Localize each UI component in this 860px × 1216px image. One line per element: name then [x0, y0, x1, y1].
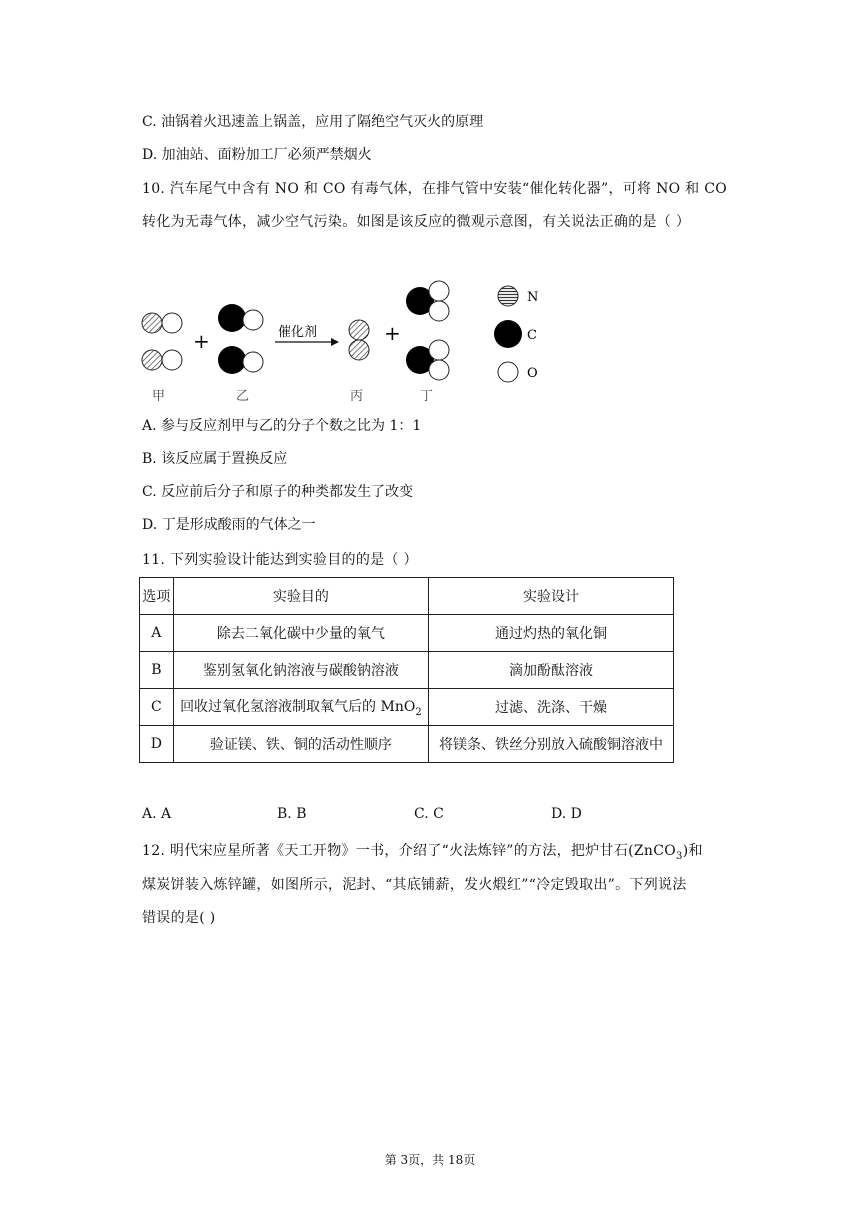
molecule-yi-2 [218, 346, 263, 374]
row-design: 滴加酚酞溶液 [429, 652, 674, 689]
table-header-row [140, 578, 674, 615]
q10-option-d: D. 丁是形成酸雨的气体之一 [142, 517, 316, 533]
row-option: C [140, 689, 174, 726]
row-design: 将镁条、铁丝分别放入硫酸铜溶液中 [429, 726, 674, 763]
q11-choice-a: A. A [142, 806, 172, 822]
q9-option-d: D. 加油站、面粉加工厂必须严禁烟火 [142, 147, 372, 163]
q10-option-c: C. 反应前后分子和原子的种类都发生了改变 [142, 484, 414, 500]
label-jia: 甲 [152, 389, 166, 404]
legend-nitrogen [498, 286, 538, 306]
q9-option-c: C. 油锅着火迅速盖上锅盖，应用了隔绝空气灭火的原理 [142, 114, 484, 130]
legend-label-o: O [527, 366, 538, 381]
table-row [140, 615, 674, 652]
molecule-jia-1 [142, 313, 182, 333]
q11-choice-d: D. D [551, 806, 582, 822]
legend-oxygen [498, 362, 538, 382]
q10-option-a: A. 参与反应剂甲与乙的分子个数之比为 1：1 [142, 418, 422, 434]
header-design: 实验设计 [429, 578, 674, 615]
q11-choice-c: C. C [414, 806, 444, 822]
molecule-bing [349, 320, 369, 360]
label-yi: 乙 [236, 389, 250, 404]
row-purpose: 验证镁、铁、铜的活动性顺序 [173, 726, 428, 763]
row-design: 通过灼热的氧化铜 [429, 615, 674, 652]
plus-sign-1: + [193, 329, 210, 353]
q10-option-b: B. 该反应属于置换反应 [142, 451, 288, 467]
label-bing: 丙 [350, 389, 364, 404]
q12-line1-end: )和 [682, 843, 703, 859]
row-purpose: 鉴别氢氧化钠溶液与碳酸钠溶液 [173, 652, 428, 689]
molecule-yi-1 [218, 304, 263, 332]
q12-subscript: 3 [676, 850, 683, 862]
molecule-ding-2 [406, 340, 449, 380]
q12-stem-line2: 煤炭饼装入炼锌罐，如图所示，泥封、“其底铺薪，发火煅红”“冷定毁取出”。下列说法 [142, 877, 687, 893]
row-option: A [140, 615, 174, 652]
row-purpose [173, 689, 428, 726]
q12-stem-line1 [142, 841, 703, 867]
table-row [140, 689, 674, 726]
plus-sign-2: + [384, 321, 401, 345]
legend-carbon [494, 320, 537, 348]
molecule-ding-1 [406, 281, 449, 321]
header-option: 选项 [140, 578, 174, 615]
experiment-table [139, 577, 674, 763]
row-purpose-text: 回收过氧化氢溶液制取氧气后的 MnO [180, 699, 416, 716]
catalyst-label: 催化剂 [278, 325, 318, 340]
row-purpose-subscript: 2 [415, 706, 422, 718]
q11-stem: 11. 下列实验设计能达到实验目的的是（ ） [142, 552, 418, 568]
row-design: 过滤、洗涤、干燥 [429, 689, 674, 726]
q12-line1-text: 12. 明代宋应星所著《天工开物》一书，介绍了“火法炼锌”的方法，把炉甘石(ZnCO [142, 843, 677, 859]
q10-stem-line2: 转化为无毒气体，减少空气污染。如图是该反应的微观示意图，有关说法正确的是（ ） [142, 214, 691, 230]
row-option: D [140, 726, 174, 763]
q10-stem-line1: 10. 汽车尾气中含有 NO 和 CO 有毒气体，在排气管中安装“催化转化器”，可将 NO 和 CO [142, 181, 728, 197]
q11-choice-b: B. B [277, 806, 307, 822]
legend-label-n: N [527, 290, 539, 305]
table-row [140, 726, 674, 763]
page-footer: 第 3页，共 18页 [384, 1153, 476, 1167]
reaction-diagram [135, 278, 555, 408]
q12-stem-line3: 错误的是( ) [142, 910, 216, 926]
row-purpose: 除去二氧化碳中少量的氧气 [173, 615, 428, 652]
row-option: B [140, 652, 174, 689]
legend-label-c: C [527, 328, 537, 343]
table-row [140, 652, 674, 689]
header-purpose: 实验目的 [173, 578, 428, 615]
label-ding: 丁 [420, 389, 434, 404]
molecule-jia-2 [142, 350, 182, 370]
